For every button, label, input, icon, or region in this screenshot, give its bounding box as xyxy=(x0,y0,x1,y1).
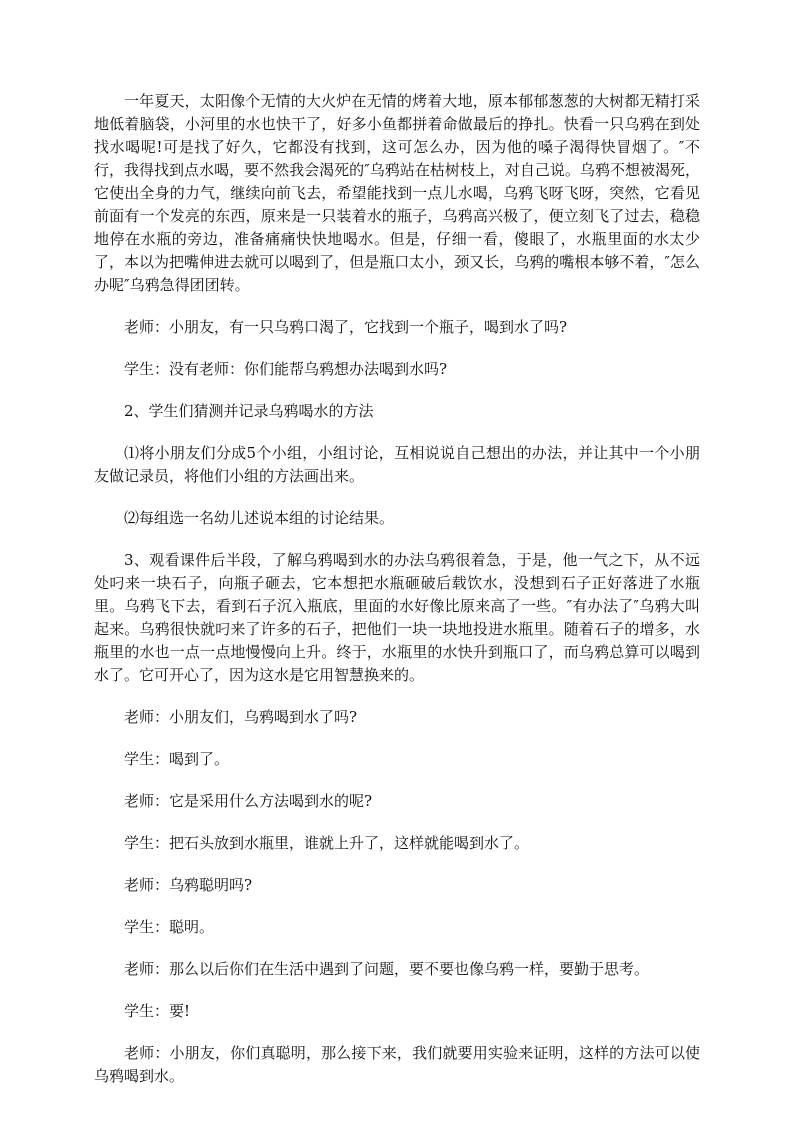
student-answer-4: 学生：聪明。 xyxy=(124,918,215,936)
student-answer-1: 学生：没有老师：你们能帮乌鸦想办法喝到水吗? xyxy=(124,360,448,378)
student-answer-5: 学生：要! xyxy=(124,1002,191,1020)
teacher-question-1: 老师：小朋友，有一只乌鸦口渴了，它找到一个瓶子，喝到水了吗? xyxy=(124,318,568,336)
step-1-paragraph: ⑴将小朋友们分成5个小组，小组讨论，互相说说自己想出的办法，并让其中一个小朋友做记录员，将他们小组的方法画出来。 xyxy=(94,444,700,485)
story-paragraph: 一年夏天，太阳像个无情的大火炉在无情的烤着大地，原本郁郁葱葱的大树都无精打采地低着脑袋，小河里的水也快干了，好多小鱼都拼着命做最后的挣扎。快看一只乌鸦在到处找水喝呢!可是找了好久，它都没有找到，这可怎么办，因为他的嗓子渴得快冒烟了。″不行，我得找到点水喝，要不然我会渴死的″乌鸦站在枯树枝上，对自己说。乌鸦不想被渴死，它使出全身的力气，继续向前飞去，希望能找到一点儿水喝，乌鸦飞呀飞呀，突然，它看见前面有一个发亮的东西，原来是一只装着水的瓶子，乌鸦高兴极了，便立刻飞了过去，稳稳地停在水瓶的旁边，准备痛痛快快地喝水。但是，仔细一看，傻眼了，水瓶里面的水太少了，本以为把嘴伸进去就可以喝到了，但是瓶口太小，颈又长，乌鸦的嘴根本够不着，″怎么办呢″乌鸦急得团团转。 xyxy=(94,92,700,294)
step-2-paragraph: ⑵每组选一名幼儿述说本组的讨论结果。 xyxy=(124,509,395,527)
teacher-closing: 老师：小朋友，你们真聪明，那么接下来，我们就要用实验来证明，这样的方法可以使乌鸦喝到水。 xyxy=(94,1044,700,1085)
teacher-question-5: 老师：那么以后你们在生活中遇到了问题，要不要也像乌鸦一样，要勤于思考。 xyxy=(124,960,650,978)
section-3-paragraph: 3、观看课件后半段，了解乌鸦喝到水的办法乌鸦很着急，于是，他一气之下，从不远处叼来一块石子，向瓶子砸去，它本想把水瓶砸破后载饮水，没想到石子正好落进了水瓶里。乌鸦飞下去，看到石子沉入瓶底，里面的水好像比原来高了一些。″有办法了″乌鸦大叫起来。乌鸦很快就叼来了许多的石子，把他们一块一块地投进水瓶里。随着石子的增多，水瓶里的水也一点一点地慢慢向上升。终于，水瓶里的水快升到瓶口了，而乌鸦总算可以喝到水了。它可开心了，因为这水是它用智慧换来的。 xyxy=(94,551,700,684)
student-answer-3: 学生：把石头放到水瓶里，谁就上升了，这样就能喝到水了。 xyxy=(124,834,530,852)
student-answer-2: 学生：喝到了。 xyxy=(124,750,230,768)
section-heading-2: 2、学生们猜测并记录乌鸦喝水的方法 xyxy=(124,402,374,420)
teacher-question-2: 老师：小朋友们，乌鸦喝到水了吗? xyxy=(124,708,358,726)
teacher-question-3: 老师：它是采用什么方法喝到水的呢? xyxy=(124,792,373,810)
document-body xyxy=(94,90,700,1107)
teacher-question-4: 老师：乌鸦聪明吗? xyxy=(124,876,253,894)
